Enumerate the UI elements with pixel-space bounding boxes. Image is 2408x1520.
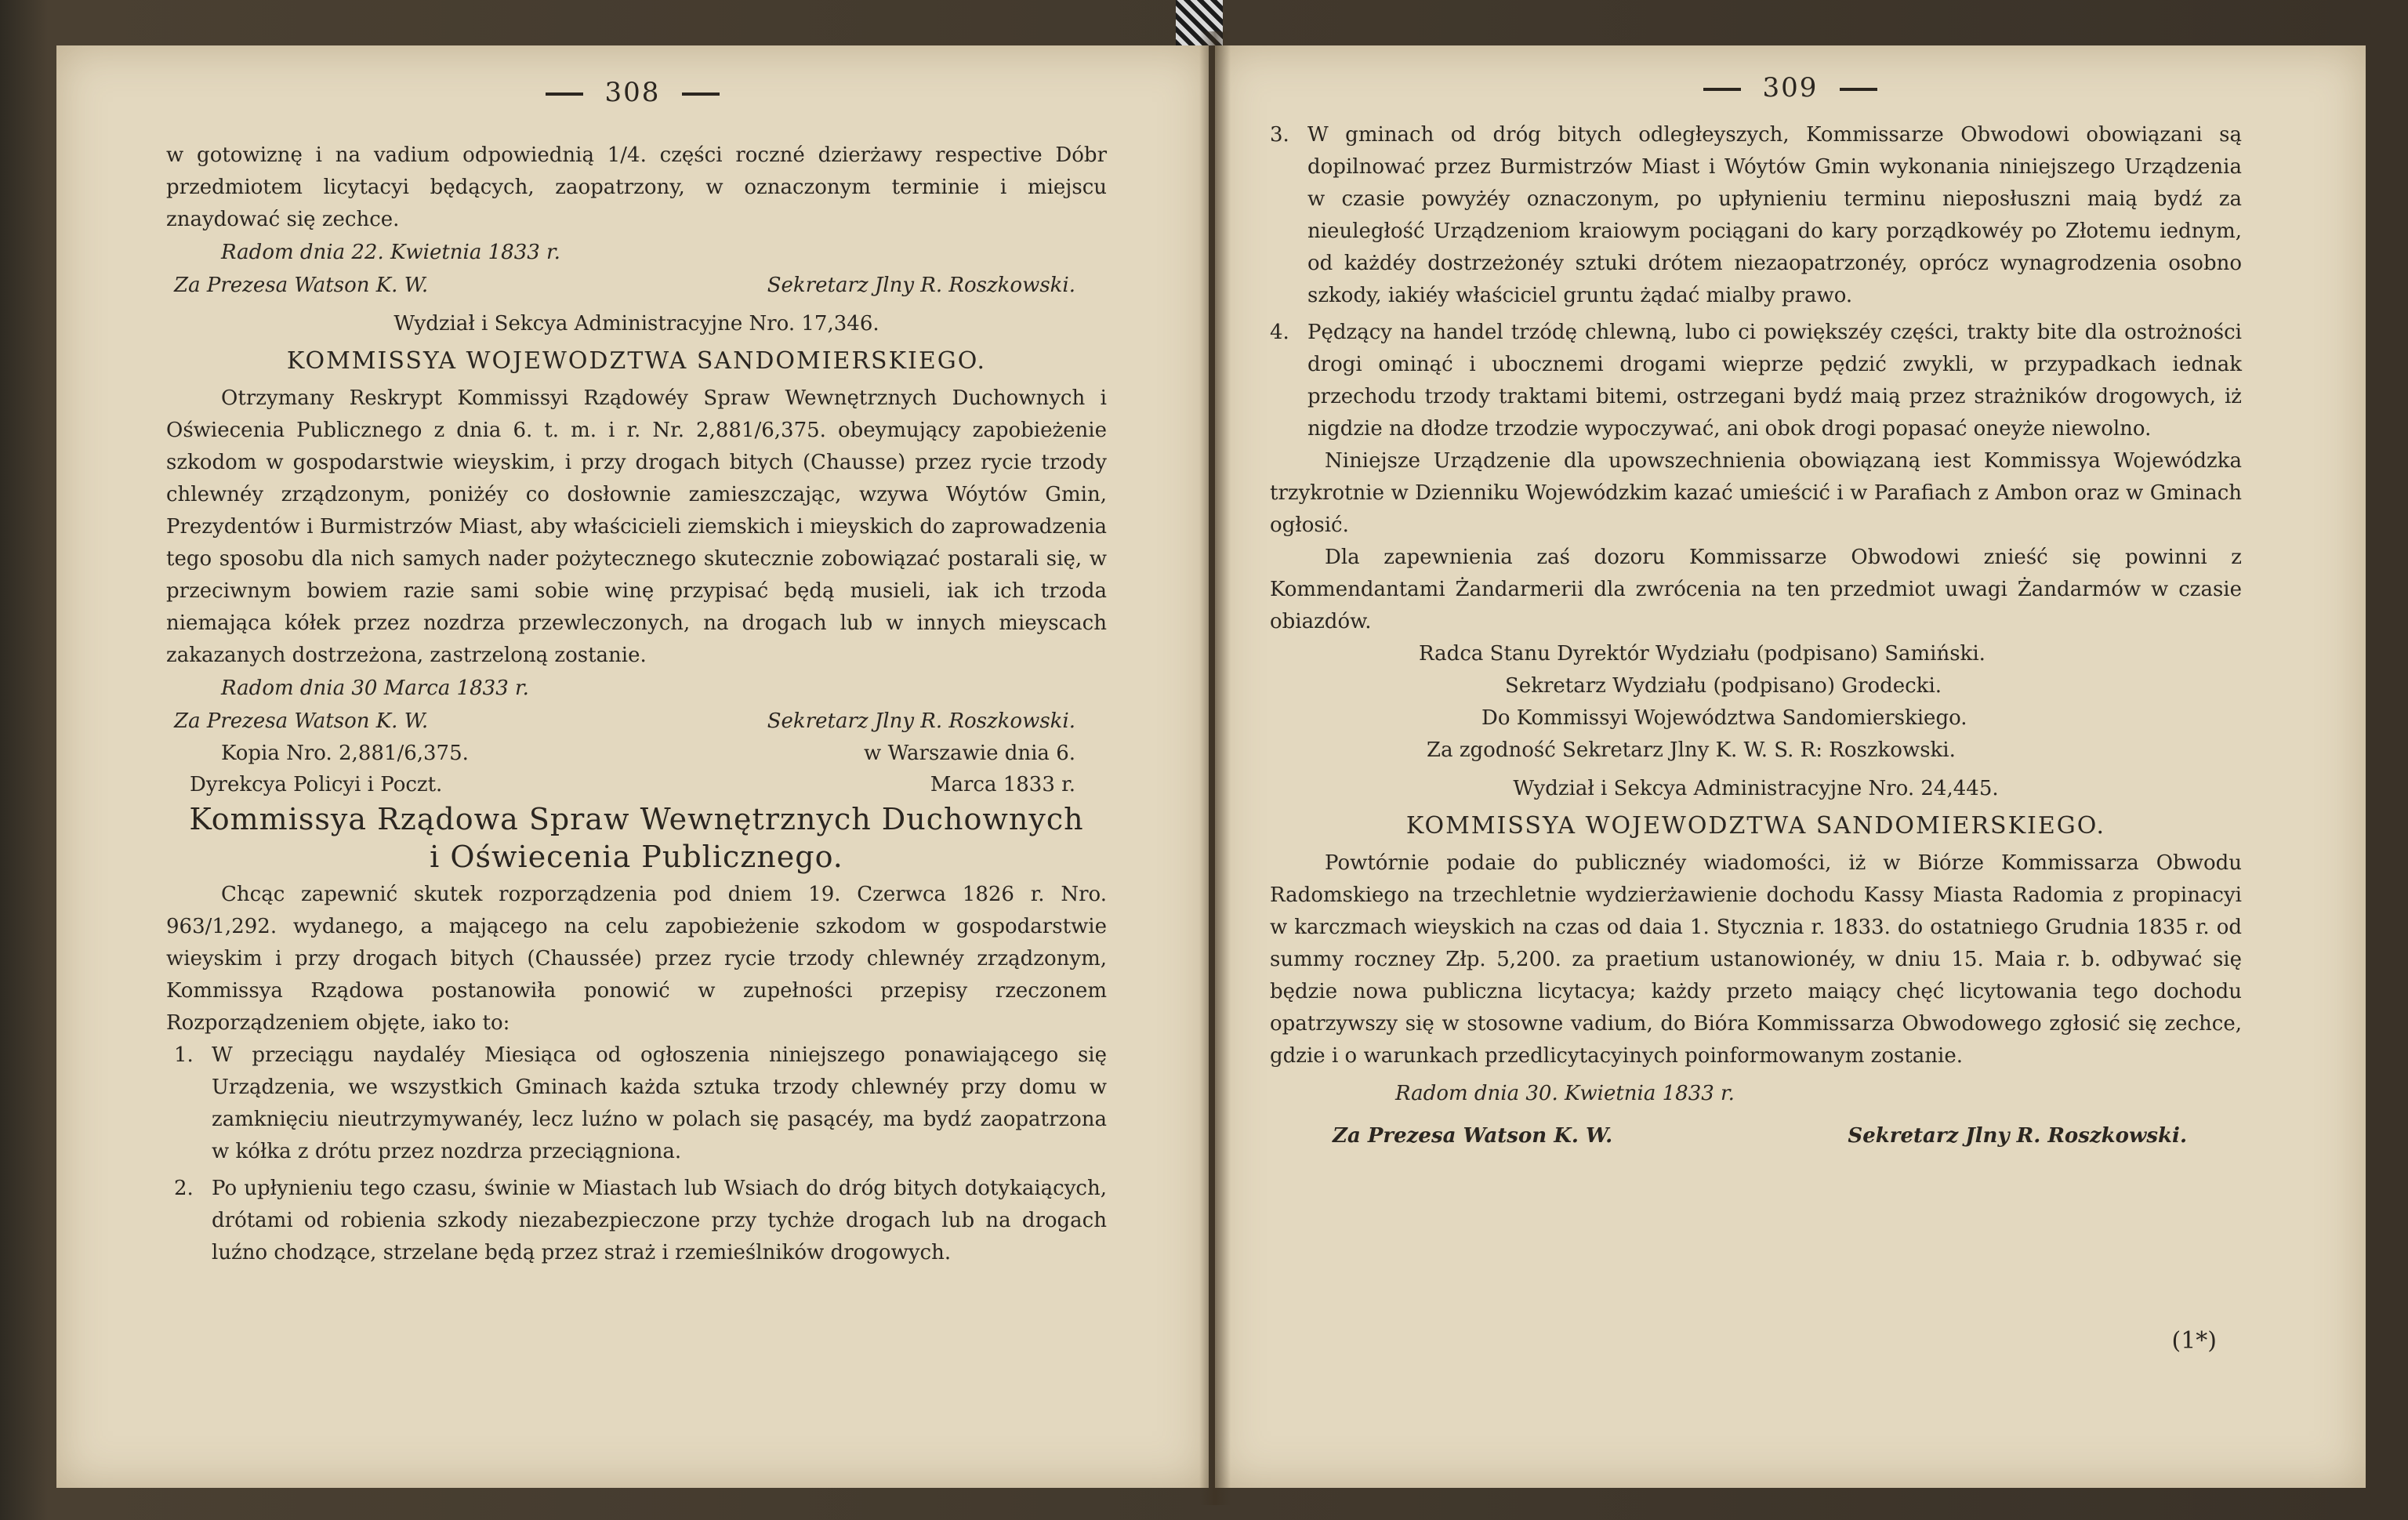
body-paragraph: Otrzymany Reskrypt Kommissyi Rządowéy Spraw Wewnętrznych Duchownych i Oświecenia Publicznego z dnia 6. t. m. i r. Nr. 2,881/6,375. obeymujący zapobieżenie szkodom w gospodarstwie wieyskim, i przy drogach bitych (Chausse) przez rycie trzody chlewnéy zrządzonym, poniżéy co dosłownie zamieszczając, wzywa Wóytów Gmin, Prezydentów i Burmistrzów Miast, aby właścicieli ziemskich i mieyskich do zaprowadzenia tego sposobu dla nich samych nader pożytecznego skutecznie zobowiązać postarali się, w przeciwnym bowiem razie sami sobie winę przypisać będą musieli, iak ich trzoda niemająca kółek przez nozdrza przewleczonych, na drogach lub w innych mieyscach zakazanych dostrzeżona, zastrzeloną zostanie. [166, 386, 1107, 667]
signature-right: Sekretarz Jlny R. Roszkowski. [1848, 1124, 2187, 1148]
signature-line: Do Kommissyi Województwa Sandomierskiego. [1481, 706, 1967, 730]
copy-number: Kopia Nro. 2,881/6,375. [221, 742, 469, 765]
header-dash [1840, 88, 1877, 91]
copy-place: w Warszawie dnia 6. [864, 742, 1075, 765]
date-line: Radom dnia 30 Marca 1833 r. [221, 677, 529, 700]
body-paragraph: Niniejsze Urządzenie dla upowszechnienia obowiązaną iest Kommissya Wojewódzka trzykrotnie w Dzienniku Wojewódzkim kazać umieścić i w Parafiach z Ambon oraz w Gminach ogłosić. [1270, 449, 2242, 537]
page-number: 308 [604, 77, 661, 108]
list-number: 1. [174, 1043, 194, 1067]
reference-number: Wydział i Sekcya Administracyjne Nro. 24,445. [1513, 777, 1999, 800]
list-item [1270, 119, 2242, 312]
signature-mark: (1*) [2171, 1327, 2217, 1355]
body-paragraph: Powtórnie podaie do publicznéy wiadomości, iż w Biórze Kommissarza Obwodu Radomskiego na trzechletnie wydzierżawienie dochodu Kassy Miasta Radomia z propinacyi w karczmach wieyskich na czas od daia 1. Stycznia r. 1833. do ostatniego Grudnia 1835 r. od summy roczney Złp. 5,200. za praetium ustanowionéy, w dniu 15. Maia r. b. odbywać się będzie nowa publiczna licytacya; każdy przeto maiący chęć licytowania tego dochodu opatrzywszy się w stosowne vadium, do Bióra Kommissarza Obwodowego zgłosić się zechce, gdzie i o warunkach przedlicytacyinych poinformowanym zostanie. [1270, 851, 2242, 1068]
text-column [1270, 119, 2242, 1152]
signature-row [1270, 1119, 2242, 1152]
right-page [1215, 45, 2366, 1488]
left-page [56, 45, 1209, 1488]
reference-number: Wydział i Sekcya Administracyjne Nro. 17,346. [393, 312, 879, 336]
list-number: 3. [1270, 123, 1289, 147]
header-dash [1703, 88, 1741, 91]
copy-row [166, 738, 1107, 769]
text-column [166, 140, 1107, 1269]
list-text: W gminach od dróg bitych odległeyszych, Kommissarze Obwodowi obowiązani są dopilnować przez Burmistrzów Miast i Wóytów Gmin wykonania niniejszego Urządzenia w czasie powyżéy oznaczonym, po upłynieniu terminu nieposłuszni maią bydź za nieuległość Urządzeniom kraiowym pociągani do kary porządkowéy po Złotemu iednym, od każdéy dostrzeżonéy sztuki drótem niezaopatrzonéy, oprócz wynagrodzenia osobno szkody, iakiéy właściciel gruntu żądać mialby prawo. [1307, 123, 2242, 307]
header-dash [682, 93, 720, 96]
body-paragraph: Chcąc zapewnić skutek rozporządzenia pod dniem 19. Czerwca 1826 r. Nro. 963/1,292. wydanego, a mającego na celu zapobieżenie szkodom w gospodarstwie wieyskim i przy drogach bitych (Chaussée) przez rycie trzody chlewnéy zrządzonym, Kommissya Rządowa postanowiła ponowić w zupełności przepisy rzeczonem Rozporządzeniem objęte, iako to: [166, 883, 1107, 1035]
date-line: Radom dnia 22. Kwietnia 1833 r. [221, 241, 560, 264]
page-header [56, 77, 1209, 108]
signature-left: Za Prezesa Watson K. W. [174, 274, 429, 297]
signature-row [166, 705, 1107, 738]
signature-line: Radca Stanu Dyrektór Wydziału (podpisano) Samiński. [1419, 642, 1986, 666]
date-line: Radom dnia 30. Kwietnia 1833 r. [1395, 1082, 1735, 1105]
page-gutter [1199, 31, 1231, 1505]
list-item [166, 1039, 1107, 1168]
page-header [1215, 72, 2366, 103]
signature-left: Za Prezesa Watson K. W. [174, 709, 429, 733]
list-text: Pędzący na handel trzódę chlewną, lubo ci powiększéy części, trakty bite dla ostrożności drogi ominąć i ubocznemi drogami wieprze pędzić zwykli, w przypadkach iednak przechodu trzody traktami bitemi, ostrzegani bydź maią przez strażników drogowych, iż nigdzie na dłodze trzodzie wypoczywać, ani obok drogi popasać oneyże niewolno. [1307, 321, 2242, 441]
copy-department: Dyrekcya Policyi i Poczt. [190, 773, 443, 796]
ministry-heading-line2: i Oświecenia Publicznego. [430, 840, 843, 874]
list-item [1270, 317, 2242, 445]
list-number: 4. [1270, 321, 1289, 344]
copy-row [166, 769, 1107, 800]
signature-left: Za Prezesa Watson K. W. [1333, 1124, 1613, 1148]
list-number: 2. [174, 1177, 194, 1200]
signature-row [166, 269, 1107, 302]
copy-date: Marca 1833 r. [930, 773, 1075, 796]
signature-line: Sekretarz Wydziału (podpisano) Grodecki. [1505, 674, 1942, 698]
list-text: Po upłynieniu tego czasu, świnie w Miastach lub Wsiach do dróg bitych dotykaiących, drótami od robienia szkody niezabezpieczone przy tychże drogach lub na drogach luźno chodzące, strzelane będą przez straż i rzemieślników drogowych. [212, 1177, 1107, 1264]
section-heading: KOMMISSYA WOJEWODZTWA SANDOMIERSKIEGO. [1405, 812, 2106, 840]
header-dash [546, 93, 583, 96]
list-text: W przeciągu naydaléy Miesiąca od ogłoszenia niniejszego ponawiającego się Urządzenia, we wszystkich Gminach każda sztuka trzody chlewnéy przy domu w zamknięciu nieutrzymywanéy, lecz luźno w polach się pasącéy, ma bydź zaopatrzona w kółka z drótu przez nozdrza przeciągniona. [212, 1043, 1107, 1163]
signature-right: Sekretarz Jlny R. Roszkowski. [767, 274, 1075, 297]
page-number: 309 [1762, 72, 1819, 103]
list-item [166, 1173, 1107, 1269]
body-paragraph: Dla zapewnienia zaś dozoru Kommissarze Obwodowi znieść się powinni z Kommendantami Żandarmerii dla zwrócenia na ten przedmiot uwagi Żandarmów w czasie obiazdów. [1270, 546, 2242, 633]
section-heading: KOMMISSYA WOJEWODZTWA SANDOMIERSKIEGO. [286, 347, 987, 375]
intro-paragraph: w gotowiznę i na vadium odpowiednią 1/4. części roczné dzierżawy respective Dóbr przedmiotem licytacyi będących, zaopatrzony, w oznaczonym terminie i miejscu znaydować się zechce. [166, 143, 1107, 231]
signature-line: Za zgodność Sekretarz Jlny K. W. S. R: Roszkowski. [1427, 738, 1956, 762]
ministry-heading: Kommissya Rządowa Spraw Wewnętrznych Duchownych [189, 802, 1084, 836]
signature-right: Sekretarz Jlny R. Roszkowski. [767, 709, 1075, 733]
